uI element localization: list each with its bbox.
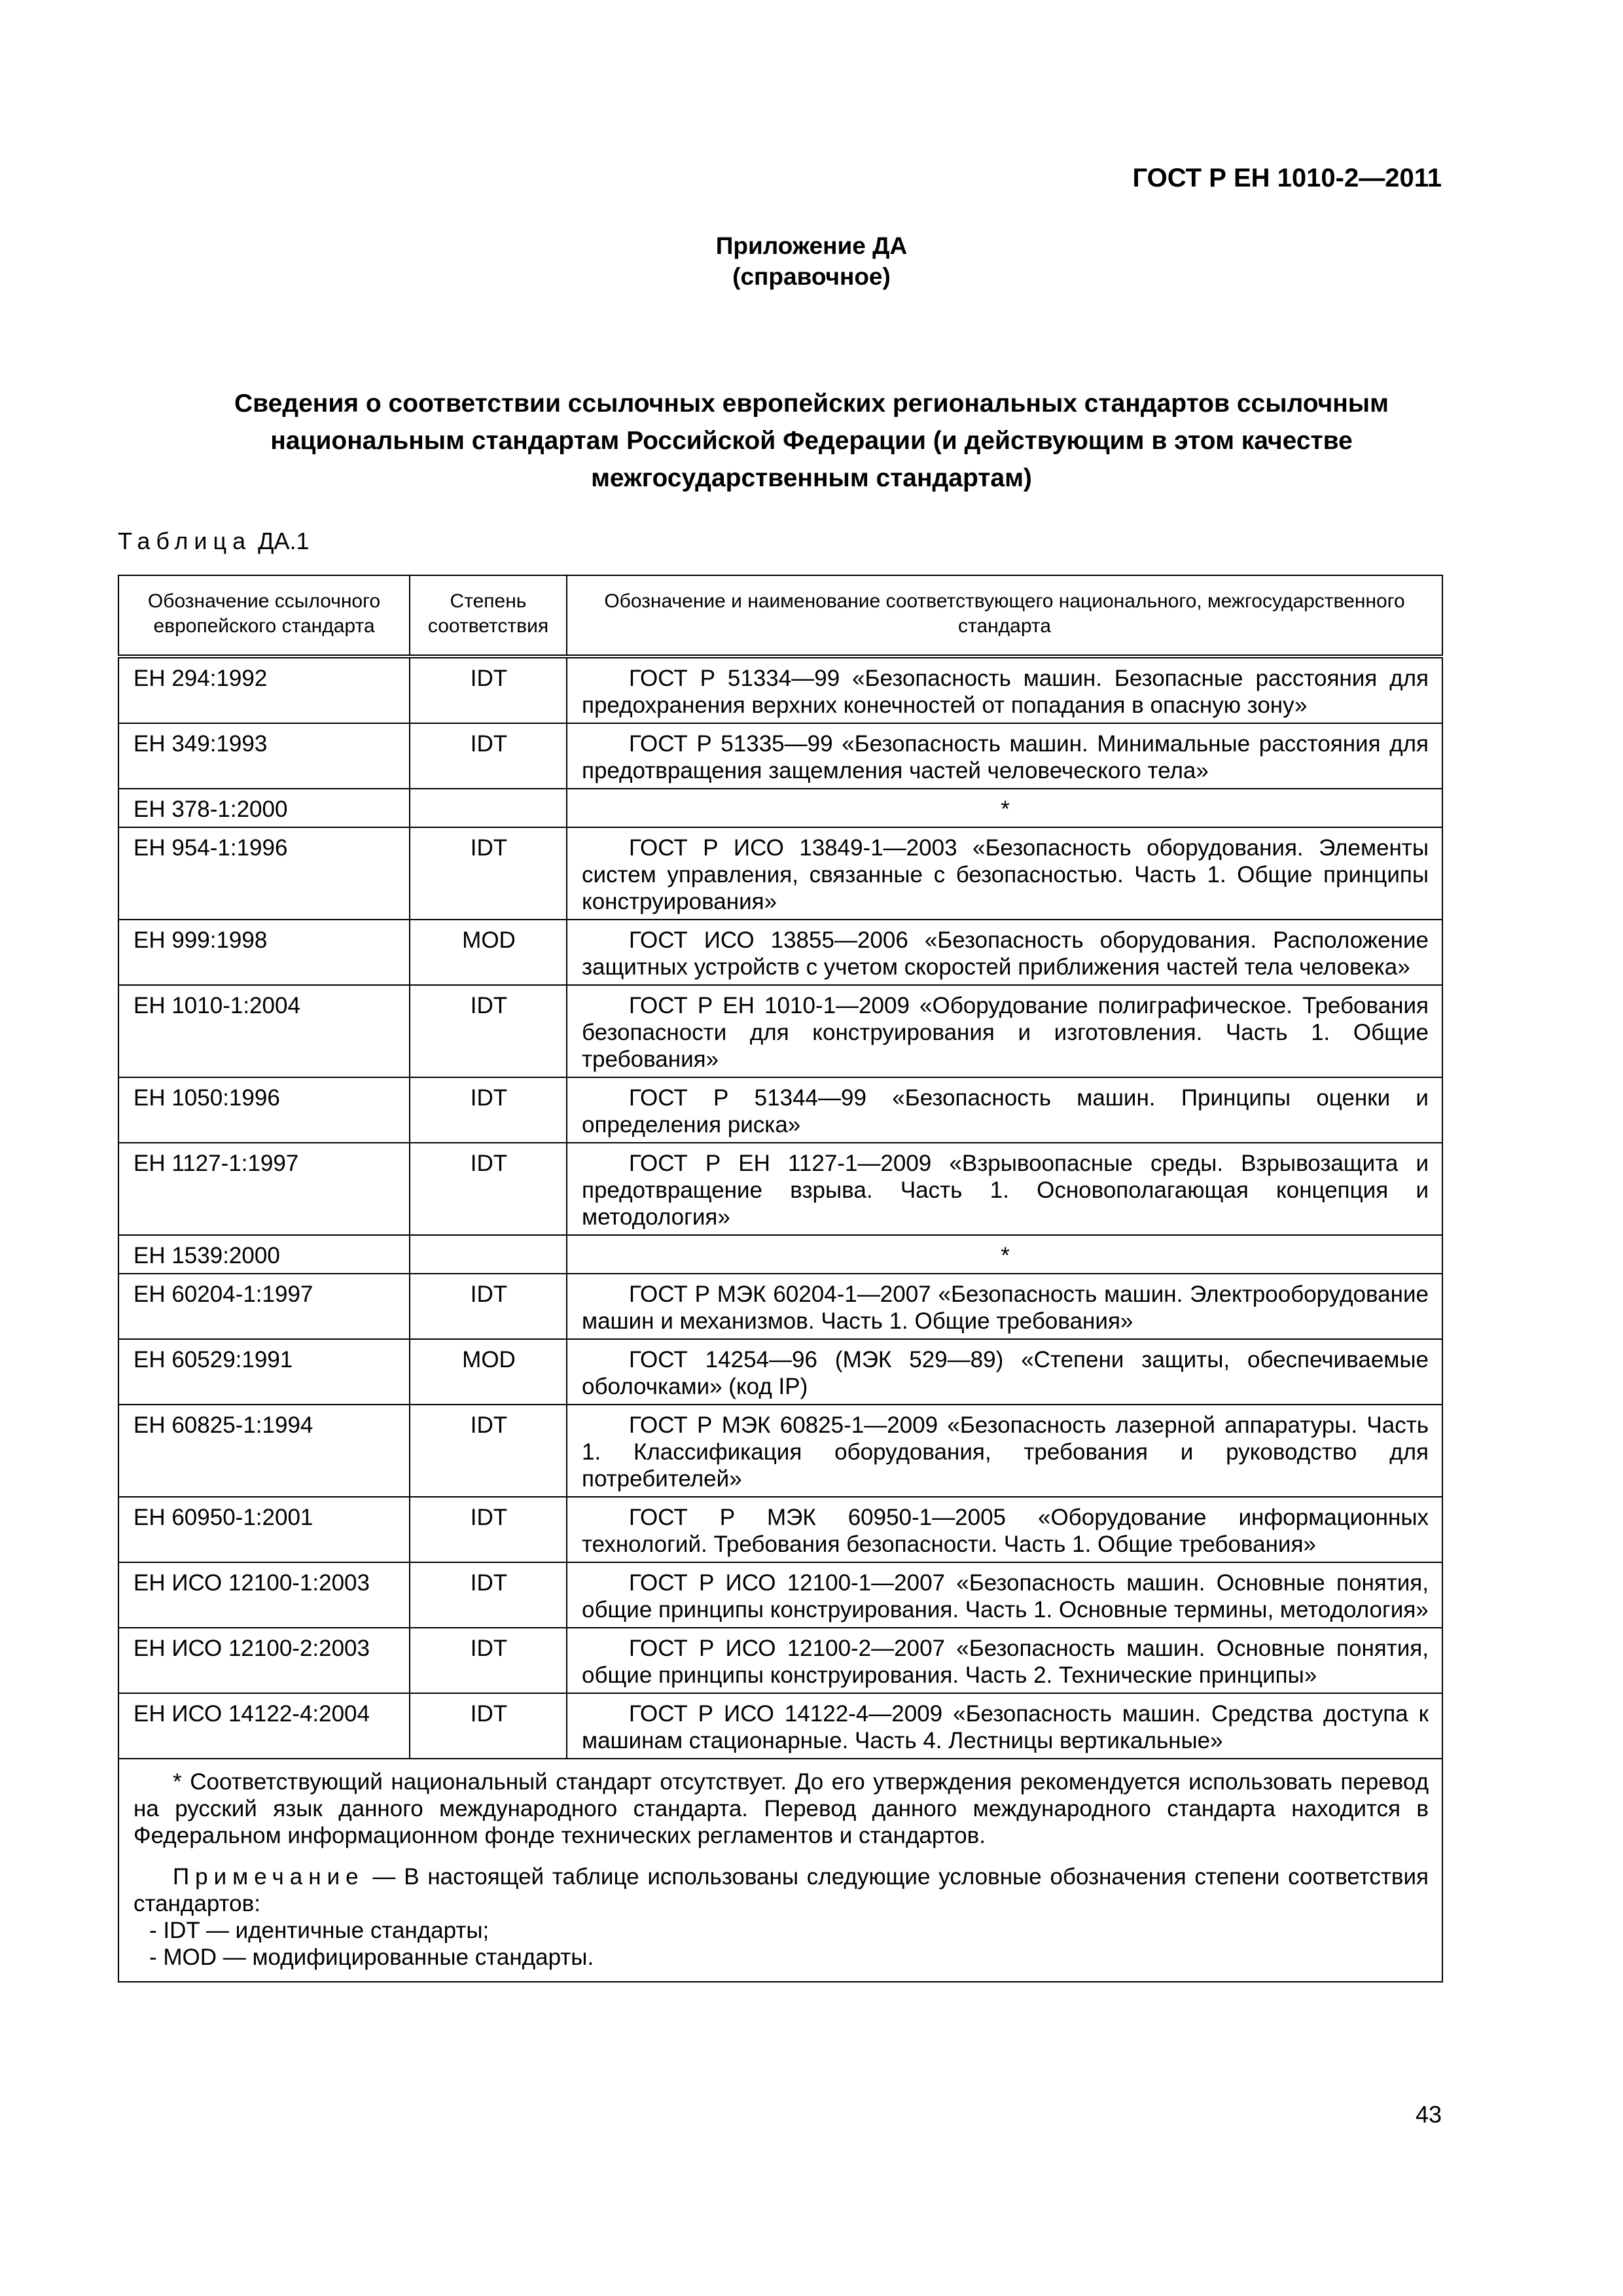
degree-cell: IDT xyxy=(410,1562,567,1628)
reference-cell: ЕН 378-1:2000 xyxy=(118,789,410,827)
table-row xyxy=(118,1693,1442,1759)
note xyxy=(134,1863,1429,1917)
table-row xyxy=(118,1405,1442,1497)
reference-cell: ЕН 294:1992 xyxy=(118,656,410,723)
table-row xyxy=(118,1562,1442,1628)
degree-cell xyxy=(410,1235,567,1274)
document-code: ГОСТ Р ЕН 1010-2—2011 xyxy=(1132,164,1442,192)
table-label-word: Таблица xyxy=(118,528,252,554)
table-row xyxy=(118,920,1442,985)
reference-cell: ЕН 1050:1996 xyxy=(118,1077,410,1143)
heading-line: Сведения о соответствии ссылочных европейских региональных стандартов ссылочным xyxy=(234,389,1389,418)
reference-cell: ЕН 60204-1:1997 xyxy=(118,1274,410,1339)
national-standard-cell: ГОСТ Р ИСО 14122-4—2009 «Безопасность машин. Средства доступа к машинам стационарные. Часть 4. Лестницы вертикальные» xyxy=(567,1693,1442,1759)
table-row xyxy=(118,985,1442,1077)
table-row xyxy=(118,1497,1442,1562)
national-standard-cell: * xyxy=(567,1235,1442,1274)
table-row xyxy=(118,1274,1442,1339)
reference-cell: ЕН 60529:1991 xyxy=(118,1339,410,1405)
reference-cell: ЕН 954-1:1996 xyxy=(118,827,410,920)
reference-cell: ЕН ИСО 14122-4:2004 xyxy=(118,1693,410,1759)
degree-cell: IDT xyxy=(410,1497,567,1562)
table-row xyxy=(118,827,1442,920)
degree-cell: IDT xyxy=(410,723,567,789)
table-footnote-cell xyxy=(118,1759,1442,1982)
reference-cell: ЕН 60825-1:1994 xyxy=(118,1405,410,1497)
degree-cell: IDT xyxy=(410,985,567,1077)
table-footnote-row xyxy=(118,1759,1442,1982)
table-header-row xyxy=(118,575,1442,656)
national-standard-cell: ГОСТ Р ИСО 13849-1—2003 «Безопасность оборудования. Элементы систем управления, связанные с безопасностью. Часть 1. Общие принципы конструирования» xyxy=(567,827,1442,920)
reference-cell: ЕН 999:1998 xyxy=(118,920,410,985)
degree-cell: MOD xyxy=(410,1339,567,1405)
annex-subtitle: (справочное) xyxy=(732,263,891,290)
table-label xyxy=(118,528,310,555)
table-row xyxy=(118,1143,1442,1235)
reference-cell: ЕН 1010-1:2004 xyxy=(118,985,410,1077)
reference-cell: ЕН 349:1993 xyxy=(118,723,410,789)
note-item: - MOD — модифицированные стандарты. xyxy=(149,1945,594,1970)
degree-cell: IDT xyxy=(410,656,567,723)
degree-cell: IDT xyxy=(410,1405,567,1497)
table-row xyxy=(118,1077,1442,1143)
national-standard-cell: ГОСТ Р 51344—99 «Безопасность машин. Принципы оценки и определения риска» xyxy=(567,1077,1442,1143)
national-standard-cell: ГОСТ Р МЭК 60825-1—2009 «Безопасность лазерной аппаратуры. Часть 1. Классификация оборудования, требования и руководство для потребителей» xyxy=(567,1405,1442,1497)
national-standard-cell: ГОСТ Р 51334—99 «Безопасность машин. Безопасные расстояния для предохранения верхних конечностей от попадания в опасную зону» xyxy=(567,656,1442,723)
national-standard-cell: ГОСТ Р МЭК 60204-1—2007 «Безопасность машин. Электрооборудование машин и механизмов. Часть 1. Общие требования» xyxy=(567,1274,1442,1339)
degree-cell: IDT xyxy=(410,1077,567,1143)
degree-cell: IDT xyxy=(410,1143,567,1235)
degree-cell: MOD xyxy=(410,920,567,985)
degree-cell xyxy=(410,789,567,827)
correspondence-table xyxy=(118,575,1443,1982)
note-item: - IDT — идентичные стандарты; xyxy=(149,1918,490,1943)
column-header-degree: Степень соответствия xyxy=(410,575,567,656)
table-row xyxy=(118,789,1442,827)
annex-title-block xyxy=(0,230,1623,292)
degree-cell: IDT xyxy=(410,1693,567,1759)
national-standard-cell: ГОСТ Р МЭК 60950-1—2005 «Оборудование информационных технологий. Требования безопасности. Часть 1. Общие требования» xyxy=(567,1497,1442,1562)
reference-cell: ЕН 1127-1:1997 xyxy=(118,1143,410,1235)
annex-title: Приложение ДА xyxy=(715,232,908,259)
national-standard-cell: ГОСТ 14254—96 (МЭК 529—89) «Степени защиты, обеспечиваемые оболочками» (код IP) xyxy=(567,1339,1442,1405)
table-row xyxy=(118,1628,1442,1693)
page-number: 43 xyxy=(1415,2101,1442,2128)
table-row xyxy=(118,723,1442,789)
national-standard-cell: ГОСТ Р 51335—99 «Безопасность машин. Минимальные расстояния для предотвращения защемления частей человеческого тела» xyxy=(567,723,1442,789)
national-standard-cell: ГОСТ Р ЕН 1010-1—2009 «Оборудование полиграфическое. Требования безопасности для конструирования и изготовления. Часть 1. Общие требования» xyxy=(567,985,1442,1077)
reference-cell: ЕН 1539:2000 xyxy=(118,1235,410,1274)
national-standard-cell: * xyxy=(567,789,1442,827)
reference-cell: ЕН 60950-1:2001 xyxy=(118,1497,410,1562)
national-standard-cell: ГОСТ ИСО 13855—2006 «Безопасность оборудования. Расположение защитных устройств с учетом скоростей приближения частей тела человека» xyxy=(567,920,1442,985)
section-heading xyxy=(131,385,1492,497)
table-row xyxy=(118,1339,1442,1405)
note-label: Примечание xyxy=(173,1864,365,1890)
note-text: — В настоящей таблице использованы следующие условные обозначения степени соответствия стандартов: xyxy=(134,1864,1429,1916)
degree-cell: IDT xyxy=(410,1628,567,1693)
footnote: * Соответствующий национальный стандарт отсутствует. До его утверждения рекомендуется использовать перевод на русский язык данного международного стандарта. Перевод данного международного стандарта находится в Федеральном информационном фонде технических регламентов и стандартов. xyxy=(134,1769,1429,1848)
national-standard-cell: ГОСТ Р ИСО 12100-2—2007 «Безопасность машин. Основные понятия, общие принципы конструирования. Часть 2. Технические принципы» xyxy=(567,1628,1442,1693)
table-row xyxy=(118,1235,1442,1274)
column-header-reference: Обозначение ссылочного европейского стандарта xyxy=(118,575,410,656)
national-standard-cell: ГОСТ Р ЕН 1127-1—2009 «Взрывоопасные среды. Взрывозащита и предотвращение взрыва. Часть 1. Основополагающая концепция и методология» xyxy=(567,1143,1442,1235)
table-row xyxy=(118,656,1442,723)
national-standard-cell: ГОСТ Р ИСО 12100-1—2007 «Безопасность машин. Основные понятия, общие принципы конструирования. Часть 1. Основные термины, методология» xyxy=(567,1562,1442,1628)
table-label-id: ДА.1 xyxy=(258,528,310,554)
reference-cell: ЕН ИСО 12100-1:2003 xyxy=(118,1562,410,1628)
degree-cell: IDT xyxy=(410,1274,567,1339)
column-header-national-standard: Обозначение и наименование соответствующего национального, межгосударственного стандарта xyxy=(567,575,1442,656)
heading-line: межгосударственным стандартам) xyxy=(591,464,1032,492)
heading-line: национальным стандартам Российской Федерации (и действующим в этом качестве xyxy=(270,427,1353,455)
degree-cell: IDT xyxy=(410,827,567,920)
reference-cell: ЕН ИСО 12100-2:2003 xyxy=(118,1628,410,1693)
